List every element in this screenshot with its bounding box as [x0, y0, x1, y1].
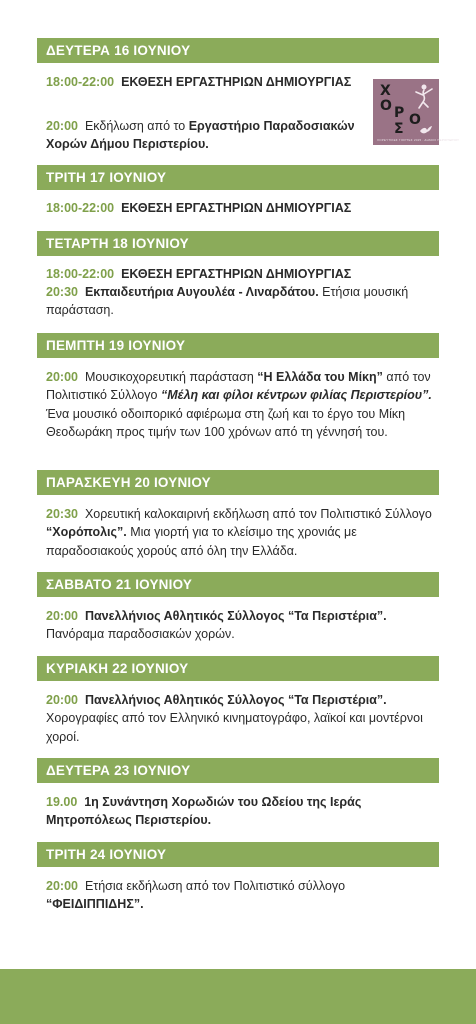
day-header-sunday-22: ΚΥΡΙΑΚΗ 22 ΙΟΥΝΙΟΥ	[37, 656, 439, 681]
day-header-monday-16: ΔΕΥΤΕΡΑ 16 ΙΟΥΝΙΟΥ	[37, 38, 439, 63]
event-entry	[46, 368, 438, 442]
dove-icon	[419, 125, 433, 135]
dancer-icon	[413, 83, 435, 109]
logo-letter: Χ	[380, 83, 391, 99]
event-time: 20:00	[46, 693, 78, 707]
event-time: 18:00-22:00	[46, 267, 115, 281]
event-text: Πανόραμα παραδοσιακών χορών.	[46, 627, 235, 642]
day-header-friday-20: ΠΑΡΑΣΚΕΥΗ 20 ΙΟΥΝΙΟΥ	[37, 470, 439, 495]
event-time: 19.00	[46, 795, 78, 809]
event-entry	[46, 505, 438, 560]
event-time: 20:30	[46, 507, 78, 521]
event-time: 20:00	[46, 370, 78, 384]
logo-caption: ΧΟΡΕΥΤΙΚΕΣ ΓΙΟΡΤΕΣ 2025 · ΔΗΜΟΣ ΠΕΡΙΣΤΕΡΙΟΥ	[377, 138, 460, 142]
choros-logo	[373, 79, 460, 145]
event-title: Εργαστήριο Παραδοσιακών Χορών Δήμου Περιστερίου.	[46, 119, 355, 152]
event-text: Ένα μουσικό οδοιπορικό αφιέρωμα στη ζωή και το έργο του Μίκη Θεοδωράκη προς τιμήν των 100 χρόνων από τη γέννησή του.	[46, 406, 406, 440]
event-time: 18:00-22:00	[46, 75, 115, 89]
day-header-thursday-19: ΠΕΜΠΤΗ 19 ΙΟΥΝΙΟΥ	[37, 333, 439, 358]
event-title: Πανελλήνιος Αθλητικός Σύλλογος “Τα Περιστέρια”.	[84, 609, 387, 623]
logo-letter: Σ	[394, 121, 404, 137]
event-organizer: “ΦΕΙΔΙΠΠΙΔΗΣ”.	[46, 897, 144, 912]
event-entry	[46, 117, 366, 154]
day-header-wednesday-18: ΤΕΤΑΡΤΗ 18 ΙΟΥΝΙΟΥ	[37, 231, 439, 256]
day-header-saturday-21: ΣΑΒΒΑΤΟ 21 ΙΟΥΝΙΟΥ	[37, 572, 439, 597]
event-text: Ετήσια μουσική παράσταση.	[46, 285, 409, 318]
footer-band	[0, 969, 476, 1024]
event-time: 18:00-22:00	[46, 201, 115, 215]
event-text: Εκδήλωση από το	[84, 119, 186, 133]
event-text: Μια γιορτή για το κλείσιμο της χρονιάς με παραδοσιακούς χορούς από όλη την Ελλάδα.	[46, 525, 357, 558]
logo-letter: Ρ	[394, 105, 405, 121]
event-title: Πανελλήνιος Αθλητικός Σύλλογος “Τα Περιστέρια”.	[84, 693, 387, 707]
event-organizer: “Μέλη και φίλοι κέντρων φιλίας Περιστερίου”.	[160, 388, 432, 403]
logo-letter: Ο	[380, 98, 392, 114]
event-time: 20:00	[46, 879, 78, 893]
day-header-monday-23: ΔΕΥΤΕΡΑ 23 ΙΟΥΝΙΟΥ	[37, 758, 439, 783]
event-time: 20:00	[46, 119, 78, 133]
event-entry	[46, 691, 438, 746]
event-text: Χορευτική καλοκαιρινή εκδήλωση από τον Πολιτιστικό Σύλλογο	[84, 507, 432, 521]
event-entry	[46, 607, 438, 644]
event-entry	[46, 199, 438, 217]
day-header-tuesday-24: ΤΡΙΤΗ 24 ΙΟΥΝΙΟΥ	[37, 842, 439, 867]
event-title: Εκπαιδευτήρια Αυγουλέα - Λιναρδάτου.	[84, 285, 319, 299]
event-entry	[46, 283, 438, 320]
event-text: Μουσικοχορευτική παράσταση	[84, 370, 254, 384]
day-header-tuesday-17: ΤΡΙΤΗ 17 ΙΟΥΝΙΟΥ	[37, 165, 439, 190]
logo-letter: Ο	[409, 112, 421, 128]
event-entry	[46, 73, 366, 91]
event-text: Χορογραφίες από τον Ελληνικό κινηματογράφο, λαϊκοί και μοντέρνοι χοροί.	[46, 711, 423, 744]
event-title: “Η Ελλάδα του Μίκη”	[257, 370, 383, 384]
event-text: Ετήσια εκδήλωση από τον Πολιτιστικό σύλλογο	[84, 879, 346, 893]
event-time: 20:30	[46, 285, 78, 299]
event-title: ΕΚΘΕΣΗ ΕΡΓΑΣΤΗΡΙΩΝ ΔΗΜΙΟΥΡΓΙΑΣ	[121, 201, 352, 215]
event-entry	[46, 877, 438, 914]
event-text: από τον Πολιτιστικό Σύλλογο	[46, 370, 431, 403]
event-title: ΕΚΘΕΣΗ ΕΡΓΑΣΤΗΡΙΩΝ ΔΗΜΙΟΥΡΓΙΑΣ	[121, 75, 352, 89]
event-time: 20:00	[46, 609, 78, 623]
event-entry	[46, 793, 438, 830]
event-title: 1η Συνάντηση Χορωδιών του Ωδείου της Ιεράς Μητροπόλεως Περιστερίου.	[46, 795, 362, 828]
event-title: ΕΚΘΕΣΗ ΕΡΓΑΣΤΗΡΙΩΝ ΔΗΜΙΟΥΡΓΙΑΣ	[121, 267, 352, 281]
event-title: “Χορόπολις”.	[46, 525, 127, 540]
event-entry	[46, 265, 438, 283]
